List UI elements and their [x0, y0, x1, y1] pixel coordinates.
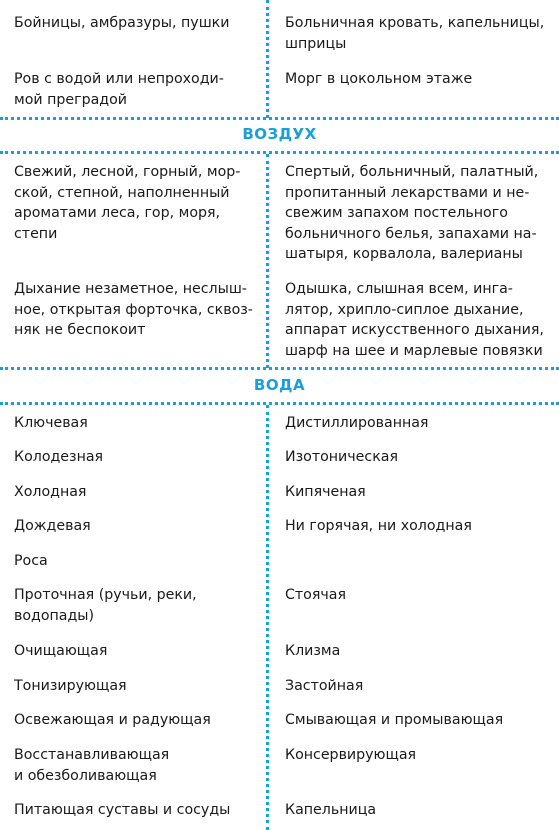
- cell-right: [285, 447, 398, 468]
- cell-line: Освежающая и радующая: [14, 712, 211, 728]
- section-air: [0, 154, 559, 368]
- cell-right: [285, 676, 363, 697]
- section-heading-water: ВОДА: [253, 376, 306, 394]
- cell-line: Дождевая: [14, 518, 91, 534]
- cell-line: Тонизирующая: [14, 678, 127, 694]
- cell-left: [14, 447, 103, 468]
- cell-line: Колодезная: [14, 449, 104, 465]
- cell-left: [14, 279, 253, 341]
- cell-line: ароматами леса, гор, моря,: [14, 205, 221, 221]
- cell-left: [14, 482, 86, 503]
- column-divider: [266, 154, 269, 368]
- cell-right: [285, 516, 472, 537]
- cell-line: Холодная: [14, 484, 87, 500]
- cell-line: мой преградой: [14, 91, 127, 108]
- section-fortress: [0, 0, 559, 118]
- cell-line: Изотоническая: [285, 449, 398, 465]
- cell-left: [14, 676, 127, 697]
- cell-line: пропитанный лекарствами и не-: [285, 184, 530, 201]
- cell-line: Проточная (ручьи, реки,: [14, 587, 197, 603]
- cell-line: Ключевая: [14, 415, 88, 431]
- cell-right: [285, 745, 416, 766]
- cell-left: [14, 69, 224, 110]
- cell-line: свежим запахом постельного: [285, 205, 508, 221]
- cell-right: [285, 585, 346, 606]
- cell-line: шатыря, корвалола, валерианы: [285, 246, 523, 262]
- column-divider: [266, 0, 269, 118]
- cell-left: [14, 162, 240, 244]
- cell-line: Бойницы, амбразуры, пушки: [14, 15, 230, 31]
- cell-line: больничного белья, запахами на-: [285, 225, 537, 242]
- cell-line: Ров с водой или непроходи-: [14, 71, 224, 87]
- cell-line: Ни горячая, ни холодная: [285, 518, 472, 534]
- section-water: [0, 405, 559, 830]
- cell-line: Консервирующая: [285, 747, 417, 763]
- cell-line: Роса: [14, 553, 48, 569]
- cell-line: Морг в цокольном этаже: [285, 71, 473, 87]
- cell-line: Кипяченая: [285, 484, 366, 500]
- column-divider: [266, 405, 269, 830]
- cell-line: лятор, хрипло-сиплое дыхание,: [285, 301, 524, 318]
- cell-line: Больничная кровать, капельницы,: [285, 15, 545, 31]
- cell-line: няк не беспокоит: [14, 322, 146, 338]
- cell-left: [14, 551, 48, 572]
- cell-left: [14, 413, 88, 434]
- cell-right: [285, 162, 538, 265]
- cell-line: Застойная: [285, 678, 364, 694]
- cell-line: ской, степной, наполненный: [14, 184, 230, 201]
- cell-line: Восстанавливающая: [14, 747, 170, 763]
- cell-line: Стоячая: [285, 587, 346, 603]
- cell-left: [14, 585, 197, 626]
- cell-right: [285, 413, 428, 434]
- cell-line: шарф на шее и марлевые повязки: [285, 342, 543, 359]
- cell-line: Дистиллированная: [285, 415, 429, 431]
- cell-right: [285, 13, 544, 54]
- cell-line: водопады): [14, 607, 95, 624]
- cell-line: Свежий, лесной, горный, мор-: [14, 164, 241, 180]
- cell-line: ное, открытая форточка, сквоз-: [14, 301, 253, 318]
- cell-line: Клизма: [285, 643, 341, 659]
- cell-line: степи: [14, 225, 58, 242]
- cell-line: Капельница: [285, 802, 377, 818]
- cell-right: [285, 482, 366, 503]
- cell-line: Очищающая: [14, 643, 108, 659]
- cell-line: Смывающая и промывающая: [285, 712, 504, 728]
- section-divider: [0, 117, 559, 120]
- cell-line: аппарат искусственного дыхания,: [285, 322, 544, 338]
- cell-line: Питающая суставы и сосуды: [14, 802, 231, 818]
- cell-left: [14, 13, 229, 34]
- cell-right: [285, 800, 376, 821]
- cell-line: и обезболивающая: [14, 767, 157, 784]
- cell-right: [285, 69, 472, 90]
- cell-right: [285, 279, 544, 361]
- cell-left: [14, 710, 211, 731]
- cell-right: [285, 710, 503, 731]
- cell-line: Спертый, больничный, палатный,: [285, 164, 539, 180]
- section-heading-air: ВОЗДУХ: [242, 125, 317, 143]
- cell-right: [285, 641, 340, 662]
- section-divider: [0, 367, 559, 370]
- cell-left: [14, 516, 91, 537]
- cell-line: Дыхание незаметное, неслыш-: [14, 281, 247, 297]
- cell-left: [14, 745, 169, 786]
- cell-line: шприцы: [285, 35, 347, 52]
- cell-left: [14, 800, 230, 821]
- cell-left: [14, 641, 107, 662]
- cell-line: Одышка, слышная всем, инга-: [285, 281, 513, 297]
